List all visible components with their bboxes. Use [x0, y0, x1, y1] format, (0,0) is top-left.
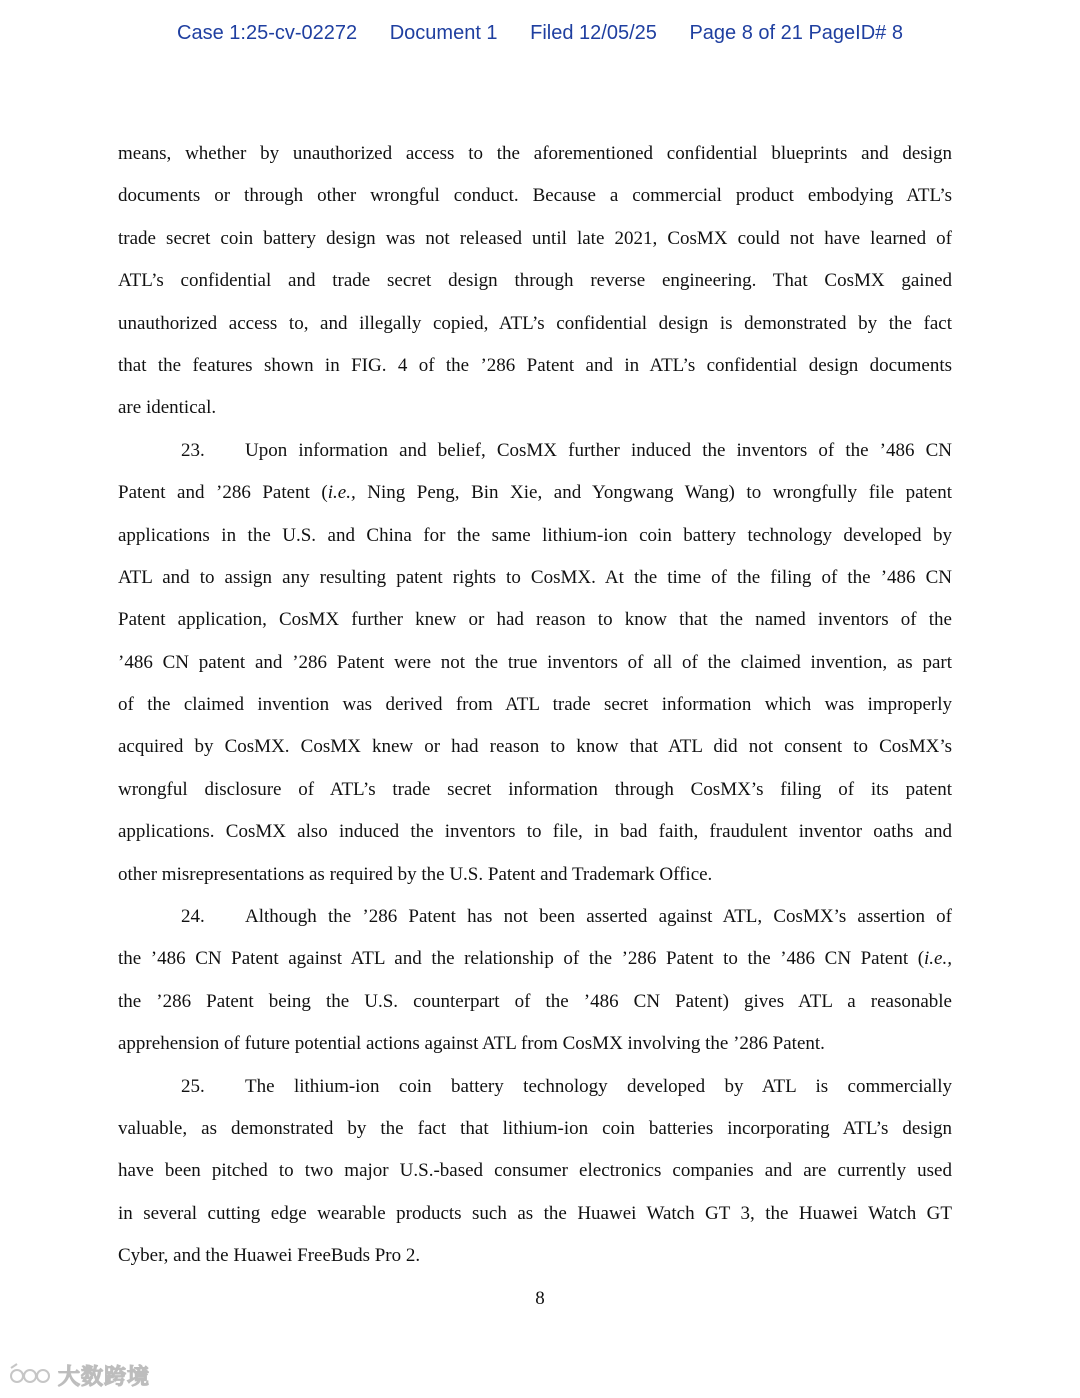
page-number: 8 [535, 1288, 545, 1309]
text-run: the ’486 CN Patent against ATL and the relationship of the ’286 Patent to the ’486 CN Patent ( [118, 948, 925, 970]
text-line: other misrepresentations as required by the U.S. Patent and Trademark Office. [118, 863, 713, 885]
text-run: Ning Peng, Bin Xie, and Yongwang Wang) to wrongfully file patent [355, 482, 952, 504]
italic-ie: i.e., [327, 482, 356, 504]
header-case-number: Case 1:25-cv-02272 [177, 22, 358, 44]
paragraph-number: 25. [181, 1075, 205, 1097]
text-line: have been pitched to two major U.S.-based consumer electronics companies and are currently used [118, 1160, 952, 1182]
paragraph-23-first-line [118, 430, 952, 472]
text-run: Although the ’286 Patent has not been asserted against ATL, CosMX’s assertion of [245, 906, 952, 928]
text-line: applications in the U.S. and China for the same lithium-ion coin battery technology developed by [118, 524, 952, 546]
text-line: trade secret coin battery design was not released until late 2021, CosMX could not have learned of [118, 227, 952, 249]
text-line [118, 472, 952, 514]
page-header [0, 19, 1080, 47]
text-line: Cyber, and the Huawei FreeBuds Pro 2. [118, 1245, 421, 1267]
text-line: valuable, as demonstrated by the fact that lithium-ion coin batteries incorporating ATL’s design [118, 1117, 952, 1139]
header-filed-date: Filed 12/05/25 [530, 22, 657, 44]
text-line: ’486 CN patent and ’286 Patent were not the true inventors of all of the claimed invention, as part [118, 651, 952, 673]
watermark [8, 1360, 150, 1391]
text-run: Patent and ’286 Patent ( [118, 482, 328, 504]
paragraph-number: 24. [181, 906, 205, 928]
text-line: acquired by CosMX. CosMX knew or had reason to know that ATL did not consent to CosMX’s [118, 736, 952, 758]
text-run: Upon information and belief, CosMX further induced the inventors of the ’486 CN [245, 439, 952, 461]
text-line: in several cutting edge wearable products such as the Huawei Watch GT 3, the Huawei Watch GT [118, 1202, 952, 1224]
header-document-number: Document 1 [389, 22, 498, 44]
text-line: ATL and to assign any resulting patent rights to CosMX. At the time of the filing of the ’486 CN [118, 566, 952, 588]
text-line: unauthorized access to, and illegally copied, ATL’s confidential design is demonstrated by the fact [118, 312, 952, 334]
text-line: that the features shown in FIG. 4 of the ’286 Patent and in ATL’s confidential design documents [118, 354, 952, 376]
paragraph-number: 23. [181, 439, 205, 461]
text-line [118, 938, 952, 980]
text-line: the ’286 Patent being the U.S. counterpart of the ’486 CN Patent) gives ATL a reasonable [118, 990, 952, 1012]
paragraph-24-first-line [118, 896, 952, 938]
text-line: means, whether by unauthorized access to the aforementioned confidential blueprints and design [118, 143, 952, 164]
text-line: applications. CosMX also induced the inventors to file, in bad faith, fraudulent inventor oaths and [118, 821, 952, 843]
text-line: ATL’s confidential and trade secret design through reverse engineering. That CosMX gained [118, 270, 952, 292]
watermark-logo-icon [8, 1362, 52, 1390]
text-line: apprehension of future potential actions against ATL from CosMX involving the ’286 Patent. [118, 1033, 825, 1055]
text-line: Patent application, CosMX further knew or had reason to know that the named inventors of the [118, 609, 952, 631]
watermark-text: 大数跨境 [58, 1365, 151, 1390]
text-line: wrongful disclosure of ATL’s trade secret information through CosMX’s filing of its patent [118, 778, 952, 800]
text-line: of the claimed invention was derived from ATL trade secret information which was improperly [118, 694, 952, 716]
text-line: documents or through other wrongful conduct. Because a commercial product embodying ATL’s [118, 185, 952, 207]
text-line: are identical. [118, 397, 217, 419]
italic-ie: i.e., [924, 948, 952, 970]
body-text [118, 133, 952, 1278]
header-page-id: Page 8 of 21 PageID# 8 [689, 22, 903, 44]
paragraph-25-first-line [118, 1066, 952, 1108]
text-run: The lithium-ion coin battery technology developed by ATL is commercially [245, 1075, 952, 1097]
